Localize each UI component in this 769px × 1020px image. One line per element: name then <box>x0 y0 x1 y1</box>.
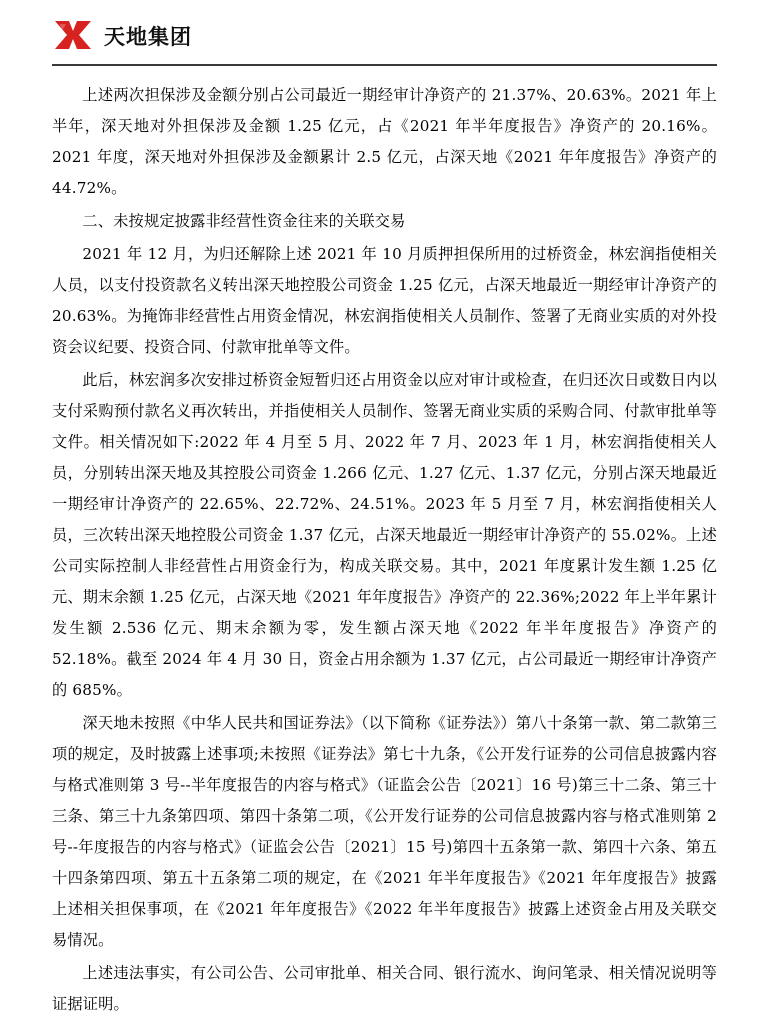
paragraph: 深天地未按照《中华人民共和国证券法》（以下简称《证券法》）第八十条第一款、第二款第三项的规定，及时披露上述事项;未按照《证券法》第七十九条，《公开发行证券的公司信息披露内容与格式准则第 3 号--半年度报告的内容与格式》（证监会公告〔2021〕16 号)第三十二条、第三十三条、第三十九条第四项、第四十条第二项，《公开发行证券的公司信息披露内容与格式准则第 2 号--年度报告的内容与格式》（证监会公告〔2021〕15 号)第四十五条第一款、第四十六条、第五十四条第四项、第五十五条第二项的规定，在《2021 年半年度报告》《2021 年年度报告》披露上述相关担保事项，在《2021 年年度报告》《2022 年半年度报告》披露上述资金占用及关联交易情况。 <box>52 714 717 949</box>
paragraph: 2021 年 12 月，为归还解除上述 2021 年 10 月质押担保所用的过桥资金，林宏润指使相关人员，以支付投资款名义转出深天地控股公司资金 1.25 亿元，占深天地最近一期经审计净资产的 20.63%。为掩饰非经营性占用资金情况，林宏润指使相关人员制作、签署了无商业实质的对外投资会议纪要、投资合同、付款审批单等文件。 <box>52 245 717 356</box>
paragraph: 上述违法事实，有公司公告、公司审批单、相关合同、银行流水、询问笔录、相关情况说明等证据证明。 <box>52 964 717 1013</box>
document-header <box>0 0 769 58</box>
company-name: 天地集团 <box>104 24 192 49</box>
paragraph: 上述两次担保涉及金额分别占公司最近一期经审计净资产的 21.37%、20.63%。2021 年上半年，深天地对外担保涉及金额 1.25 亿元，占《2021 年半年度报告》净资产的 20.16%。2021 年度，深天地对外担保涉及金额累计 2.5 亿元，占深天地《2021 年年度报告》净资产的 44.72%。 <box>52 86 717 197</box>
paragraph: 此后，林宏润多次安排过桥资金短暂归还占用资金以应对审计或检查，在归还次日或数日内以支付采购预付款名义再次转出，并指使相关人员制作、签署无商业实质的采购合同、付款审批单等文件。相关情况如下:2022 年 4 月至 5 月、2022 年 7 月、2023 年 1 月，林宏润指使相关人员，分别转出深天地及其控股公司资金 1.266 亿元、1.27 亿元、1.37 亿元，分别占深天地最近一期经审计净资产的 22.65%、22.72%、24.51%。2023 年 5 月至 7 月，林宏润指使相关人员，三次转出深天地控股公司资金 1.37 亿元，占深天地最近一期经审计净资产的 55.02%。上述公司实际控制人非经营性占用资金行为，构成关联交易。其中，2021 年度累计发生额 1.25 亿元、期末余额 1.25 亿元，占深天地《2021 年年度报告》净资产的 22.36%;2022 年上半年累计发生额 2.536 亿元、期末余额为零，发生额占深天地《2022 年半年度报告》净资产的 52.18%。截至 2024 年 4 月 30 日，资金占用余额为 1.37 亿元，占公司最近一期经审计净资产的 685%。 <box>52 371 717 699</box>
tiandi-group-logo-icon <box>52 18 94 52</box>
section-heading: 二、未按规定披露非经营性资金往来的关联交易 <box>82 212 406 230</box>
document-body <box>0 66 769 1020</box>
